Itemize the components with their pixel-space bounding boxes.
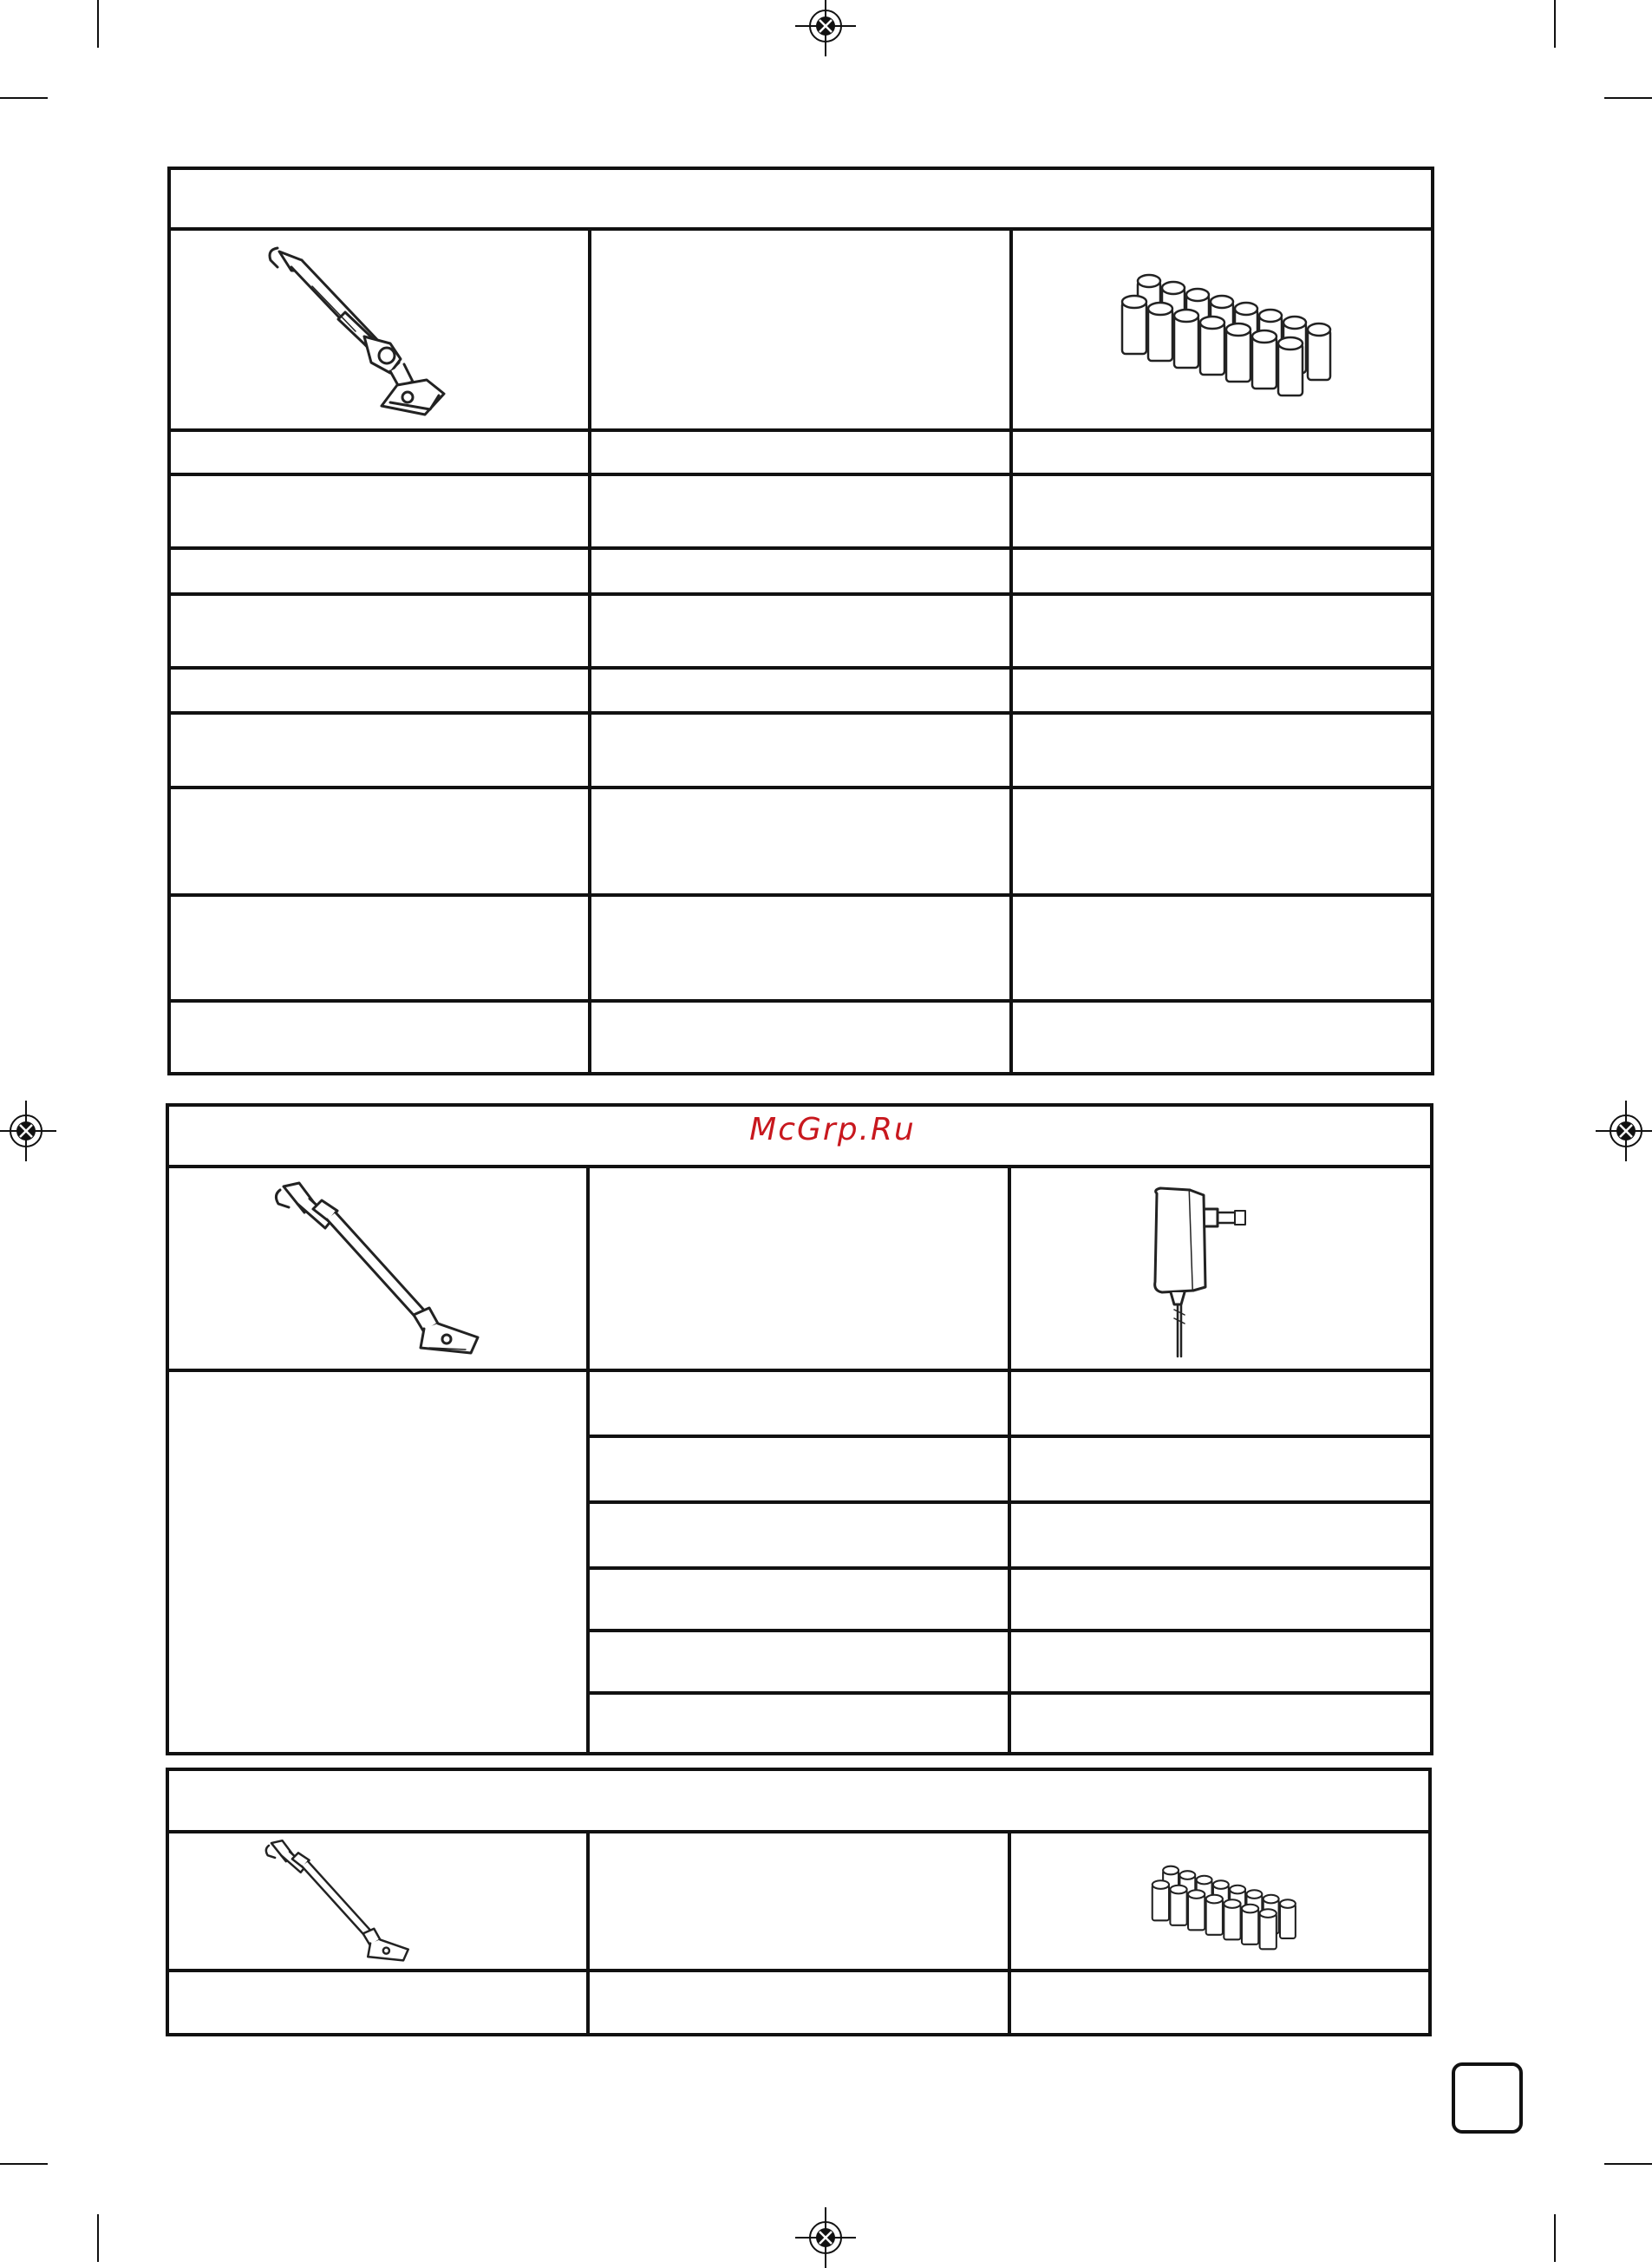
table-1-row-divider	[167, 473, 1434, 476]
battery-pack-icon	[1119, 271, 1335, 411]
table-3-col-divider	[586, 1830, 590, 2036]
wall-charger-icon	[1145, 1183, 1275, 1362]
battery-pack-icon	[1150, 1863, 1299, 1960]
crosshair-target-icon	[795, 2207, 856, 2268]
table-1-row-divider	[167, 893, 1434, 897]
table-2-row-divider	[166, 1165, 1433, 1168]
crop-mark-bottom-right-h	[1604, 2163, 1652, 2165]
table-1-row-divider	[167, 999, 1434, 1003]
table-2-col-divider	[586, 1165, 590, 1755]
crop-mark-bottom-right-v	[1554, 2214, 1556, 2262]
table-1-row-divider	[167, 546, 1434, 550]
table-1-row-divider	[167, 227, 1434, 231]
crop-mark-top-right-v	[1554, 0, 1556, 48]
upright-vacuum-icon	[260, 241, 460, 420]
table-3-col-divider	[1008, 1830, 1011, 2036]
crop-mark-bottom-left-v	[97, 2214, 99, 2262]
crosshair-target-icon	[0, 1101, 56, 1161]
crop-mark-bottom-left-h	[0, 2163, 48, 2165]
crosshair-target-icon	[795, 0, 856, 56]
stick-vacuum-icon	[257, 1837, 418, 1965]
crop-mark-top-left-v	[97, 0, 99, 48]
table-1-col-divider	[588, 227, 591, 1075]
table-3-row-divider	[166, 1830, 1432, 1833]
page-number-box	[1452, 2062, 1523, 2134]
table-3-row-divider	[166, 1969, 1432, 1972]
table-2-col-divider	[1008, 1165, 1011, 1755]
crosshair-target-icon	[1596, 1101, 1652, 1161]
stick-vacuum-icon	[264, 1178, 490, 1360]
table-1-row-divider	[167, 592, 1434, 596]
table-2-row-divider	[166, 1369, 1433, 1372]
crop-mark-top-right-h	[1604, 97, 1652, 99]
table-1-row-divider	[167, 786, 1434, 789]
table-1-col-divider	[1009, 227, 1013, 1075]
table-1-row-divider	[167, 711, 1434, 715]
crop-mark-top-left-h	[0, 97, 48, 99]
table-1-row-divider	[167, 666, 1434, 670]
watermark-text: McGrp.Ru	[749, 1112, 916, 1147]
table-1-row-divider	[167, 428, 1434, 432]
